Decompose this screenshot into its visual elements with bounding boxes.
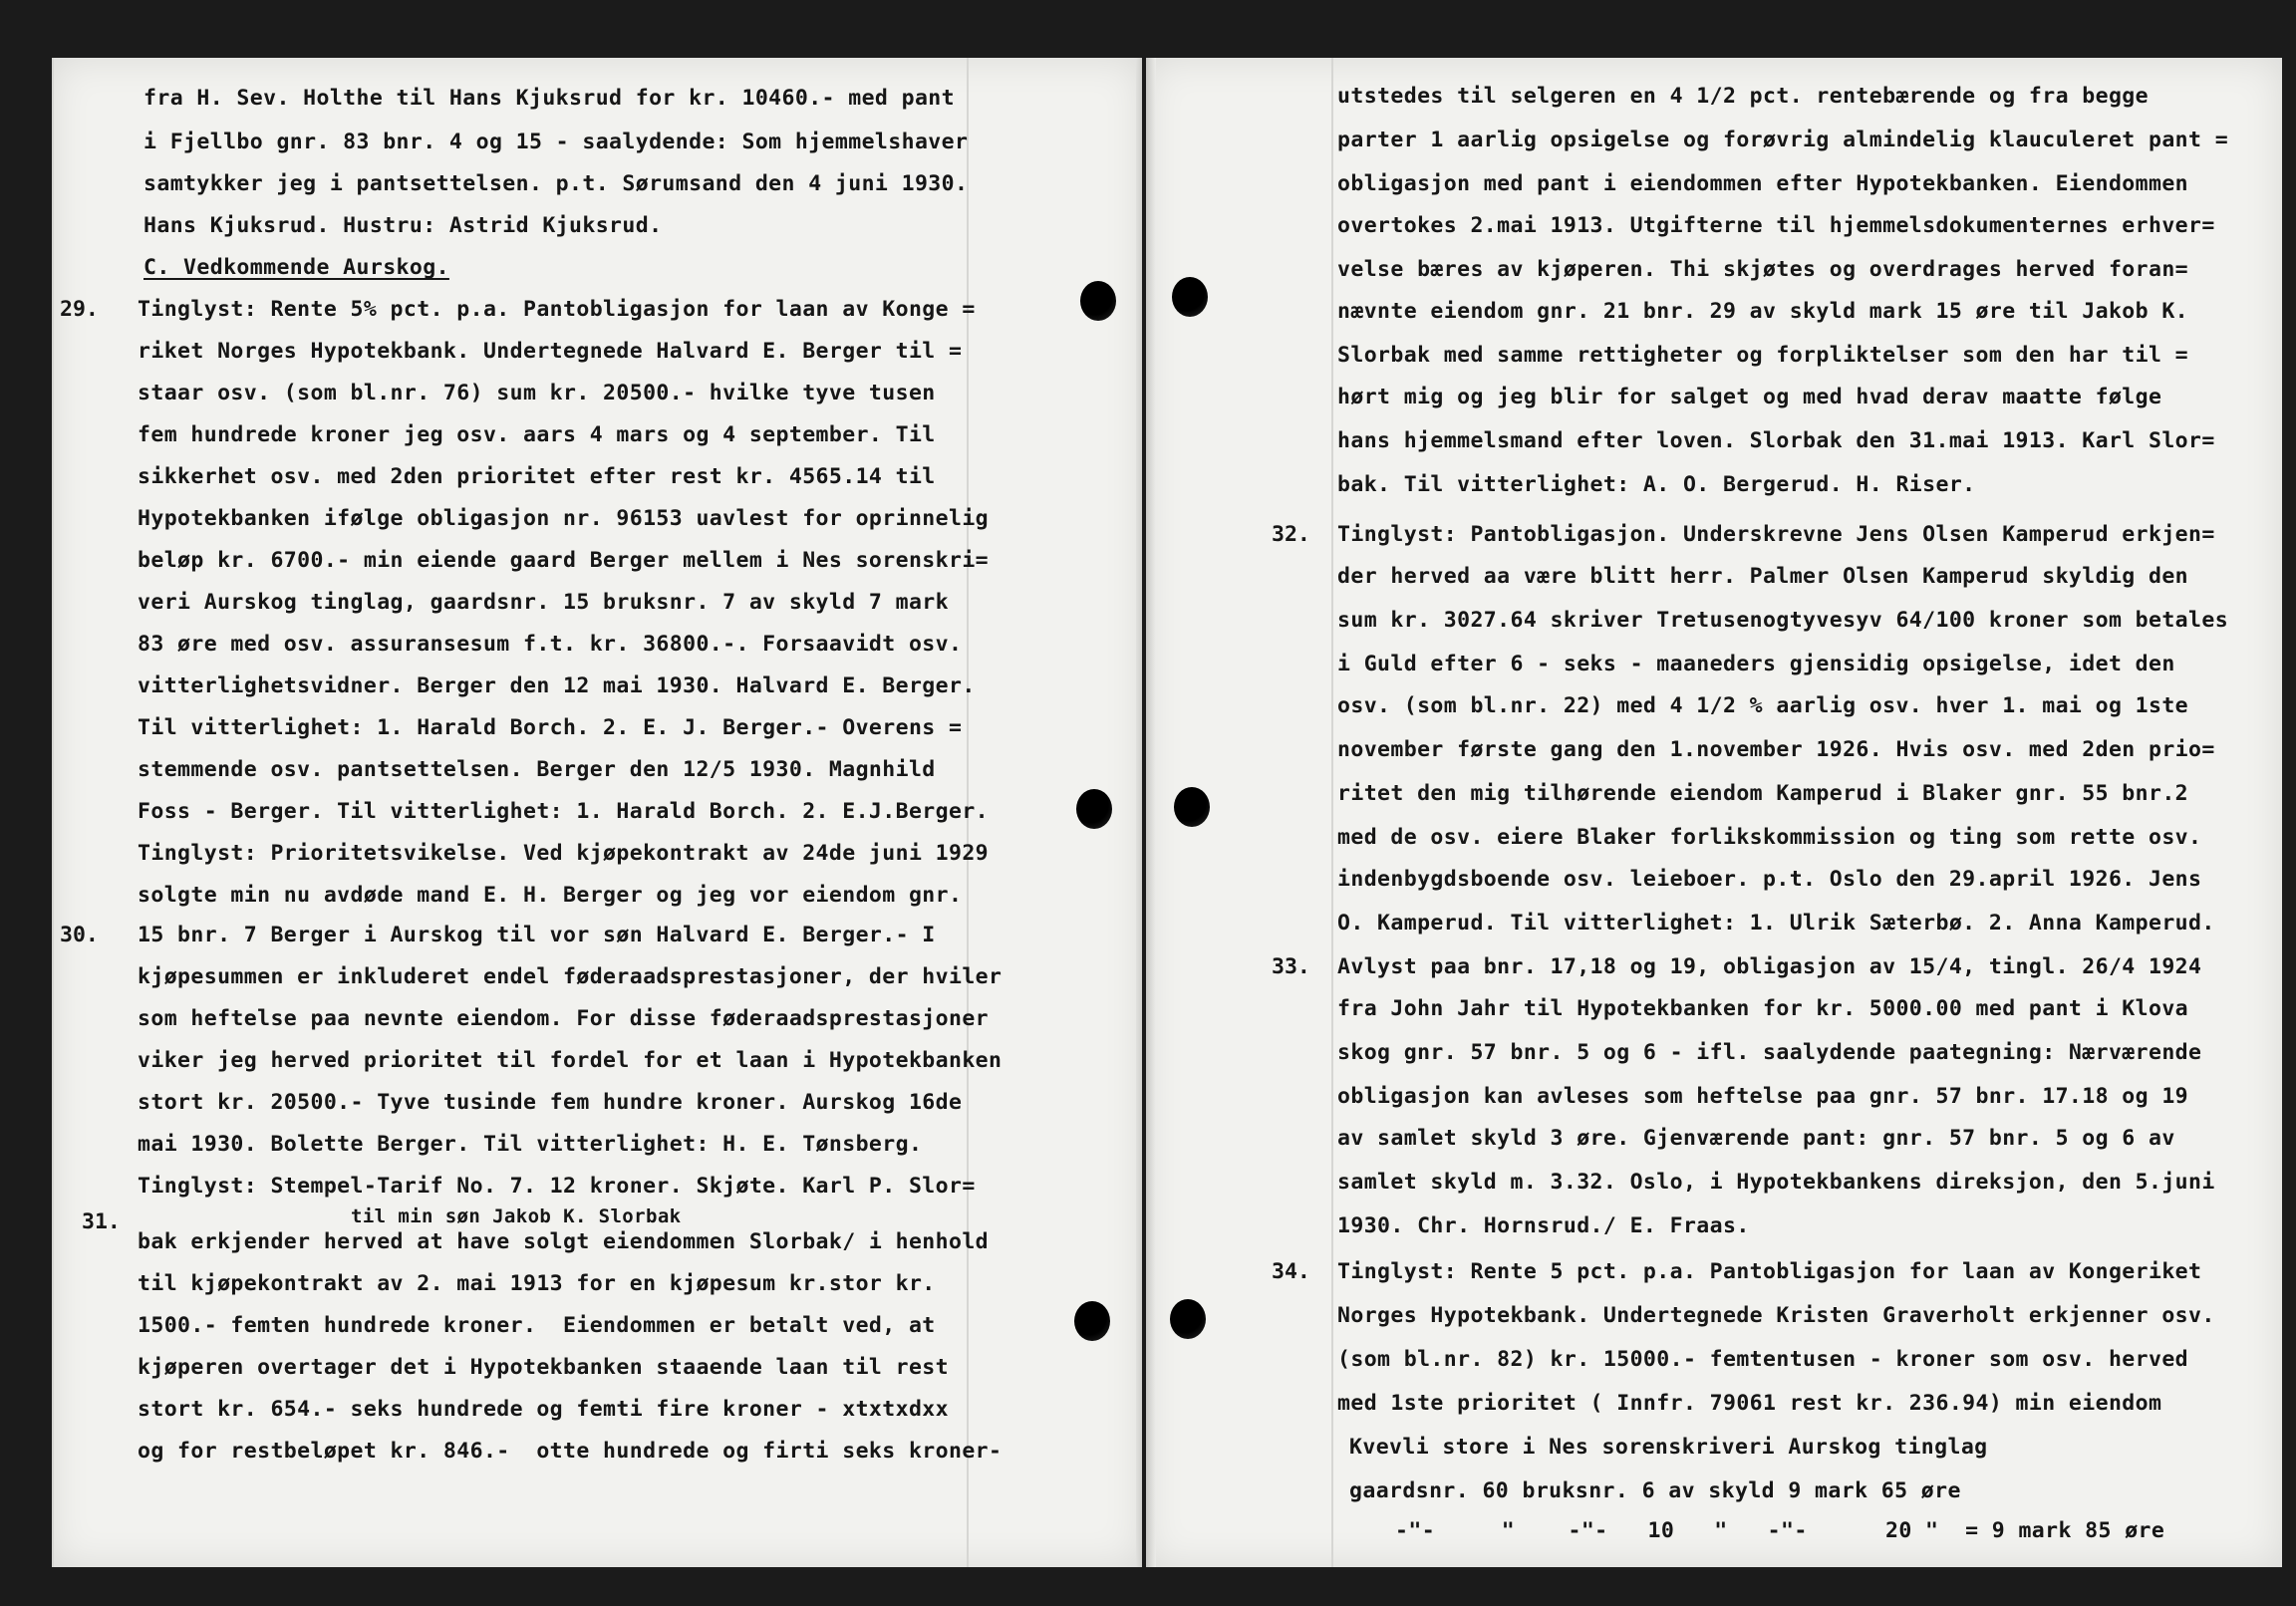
text-line: stort kr. 20500.- Tyve tusinde fem hundre kroner. Aurskog 16de [138, 1090, 963, 1115]
text-line: til kjøpekontrakt av 2. mai 1913 for en kjøpesum kr.stor kr. [138, 1271, 936, 1296]
text-line: kjøperen overtager det i Hypotekbanken staaende laan til rest [138, 1355, 949, 1380]
margin-rule [1331, 58, 1333, 1567]
text-line: Norges Hypotekbank. Undertegnede Kristen Graverholt erkjenner osv. [1337, 1303, 2215, 1328]
text-line: vitterlighetsvidner. Berger den 12 mai 1930. Halvard E. Berger. [138, 673, 976, 698]
punch-hole [1174, 787, 1210, 827]
text-line: sum kr. 3027.64 skriver Tretusenogtyvesyv 64/100 kroner som betales [1337, 608, 2229, 633]
text-line: Slorbak med samme rettigheter og forpliktelser som den har til = [1337, 343, 2189, 368]
text-line: fra H. Sev. Holthe til Hans Kjuksrud for kr. 10460.- med pant [144, 86, 955, 111]
entry-number: 34. [1272, 1259, 1310, 1284]
text-line: ritet den mig tilhørende eiendom Kamperud i Blaker gnr. 55 bnr.2 [1337, 781, 2189, 806]
text-line: kjøpesummen er inkluderet endel føderaadsprestasjoner, der hviler [138, 964, 1003, 989]
text-line: staar osv. (som bl.nr. 76) sum kr. 20500.- hvilke tyve tusen [138, 381, 936, 405]
punch-hole [1172, 277, 1208, 317]
text-line: Kvevli store i Nes sorenskriveri Aurskog tinglag [1349, 1435, 1988, 1460]
text-line: obligasjon med pant i eiendommen efter Hypotekbanken. Eiendommen [1337, 171, 2189, 196]
text-line: utstedes til selgeren en 4 1/2 pct. rentebærende og fra begge [1337, 84, 2149, 109]
text-line: Til vitterlighet: 1. Harald Borch. 2. E. J. Berger.- Overens = [138, 715, 963, 740]
text-line: Tinglyst: Prioritetsvikelse. Ved kjøpekontrakt av 24de juni 1929 [138, 841, 990, 866]
entry-number: 31. [82, 1209, 121, 1234]
text-line: stemmende osv. pantsettelsen. Berger den 12/5 1930. Magnhild [138, 757, 936, 782]
text-line: gaardsnr. 60 bruksnr. 6 av skyld 9 mark 65 øre [1349, 1478, 1961, 1503]
text-line: med 1ste prioritet ( Innfr. 79061 rest kr. 236.94) min eiendom [1337, 1391, 2162, 1416]
text-line: nævnte eiendom gnr. 21 bnr. 29 av skyld mark 15 øre til Jakob K. [1337, 299, 2189, 324]
text-line: fem hundrede kroner jeg osv. aars 4 mars og 4 september. Til [138, 422, 936, 447]
text-line: riket Norges Hypotekbank. Undertegnede Halvard E. Berger til = [138, 339, 963, 364]
text-line: sikkerhet osv. med 2den prioritet efter rest kr. 4565.14 til [138, 464, 936, 489]
text-line: samtykker jeg i pantsettelsen. p.t. Sørumsand den 4 juni 1930. [144, 171, 969, 196]
text-line: bak. Til vitterlighet: A. O. Bergerud. H. Riser. [1337, 472, 1976, 497]
text-line: Tinglyst: Stempel-Tarif No. 7. 12 kroner. Skjøte. Karl P. Slor= [138, 1174, 976, 1199]
text-line: Tinglyst: Rente 5 pct. p.a. Pantobligasjon for laan av Kongeriket [1337, 1259, 2202, 1284]
text-line: obligasjon kan avleses som heftelse paa gnr. 57 bnr. 17.18 og 19 [1337, 1084, 2189, 1109]
text-line: solgte min nu avdøde mand E. H. Berger og jeg vor eiendom gnr. [138, 883, 963, 908]
punch-hole [1170, 1299, 1206, 1339]
text-line: fra John Jahr til Hypotekbanken for kr. 5000.00 med pant i Klova [1337, 996, 2189, 1021]
right-page [1146, 58, 2282, 1567]
text-line: hans hjemmelsmand efter loven. Slorbak den 31.mai 1913. Karl Slor= [1337, 428, 2215, 453]
text-line: samlet skyld m. 3.32. Oslo, i Hypotekbankens direksjon, den 5.juni [1337, 1170, 2215, 1195]
entry-number: 32. [1272, 522, 1310, 547]
text-line: mai 1930. Bolette Berger. Til vitterlighet: H. E. Tønsberg. [138, 1132, 923, 1157]
text-line: 83 øre med osv. assuransesum f.t. kr. 36800.-. Forsaavidt osv. [138, 632, 963, 657]
text-line: O. Kamperud. Til vitterlighet: 1. Ulrik Sæterbø. 2. Anna Kamperud. [1337, 911, 2215, 936]
text-line: som heftelse paa nevnte eiendom. For disse føderaadsprestasjoner [138, 1006, 990, 1031]
text-line: (som bl.nr. 82) kr. 15000.- femtentusen - kroner som osv. herved [1337, 1347, 2189, 1372]
text-line: viker jeg herved prioritet til fordel for et laan i Hypotekbanken [138, 1048, 1003, 1073]
text-line: i Fjellbo gnr. 83 bnr. 4 og 15 - saalydende: Som hjemmelshaver [144, 130, 969, 154]
text-line: med de osv. eiere Blaker forlikskommission og ting som rette osv. [1337, 825, 2202, 850]
punch-hole [1074, 1301, 1110, 1341]
text-line: veri Aurskog tinglag, gaardsnr. 15 bruksnr. 7 av skyld 7 mark [138, 590, 949, 615]
text-line: 1930. Chr. Hornsrud./ E. Fraas. [1337, 1213, 1750, 1238]
text-line: Avlyst paa bnr. 17,18 og 19, obligasjon av 15/4, tingl. 26/4 1924 [1337, 954, 2202, 979]
text-line: -"- " -"- 10 " -"- [1395, 1518, 1808, 1543]
punch-hole [1080, 281, 1116, 321]
text-line: overtokes 2.mai 1913. Utgifterne til hjemmelsdokumenternes erhver= [1337, 213, 2215, 238]
text-line: velse bæres av kjøperen. Thi skjøtes og overdrages herved foran= [1337, 257, 2189, 282]
text-line: november første gang den 1.november 1926. Hvis osv. med 2den prio= [1337, 737, 2215, 762]
text-line: 15 bnr. 7 Berger i Aurskog til vor søn Halvard E. Berger.- I [138, 923, 936, 947]
text-line: i Guld efter 6 - seks - maaneders gjensidig opsigelse, idet den [1337, 652, 2175, 676]
text-line: og for restbeløpet kr. 846.- otte hundrede og firti seks kroner- [138, 1439, 1003, 1464]
text-line: bak erkjender herved at have solgt eiendommen Slorbak/ i henhold [138, 1229, 990, 1254]
text-line: indenbygdsboende osv. leieboer. p.t. Oslo den 29.april 1926. Jens [1337, 867, 2202, 892]
text-line: 1500.- femten hundrede kroner. Eiendommen er betalt ved, at [138, 1313, 936, 1338]
page-fold [1136, 58, 1142, 1567]
text-line: skog gnr. 57 bnr. 5 og 6 - ifl. saalydende paategning: Nærværende [1337, 1040, 2202, 1065]
entry-number: 29. [60, 297, 99, 322]
text-line: av samlet skyld 3 øre. Gjenværende pant: gnr. 57 bnr. 5 og 6 av [1337, 1126, 2175, 1151]
text-line: Hypotekbanken ifølge obligasjon nr. 96153 uavlest for oprinnelig [138, 506, 990, 531]
section-heading: C. Vedkommende Aurskog. [144, 255, 449, 280]
entry-number: 30. [60, 923, 99, 947]
punch-hole [1076, 789, 1112, 829]
text-line: stort kr. 654.- seks hundrede og femti fire kroner - xtxtxdxx [138, 1397, 949, 1422]
text-line: beløp kr. 6700.- min eiende gaard Berger mellem i Nes sorenskri= [138, 548, 990, 573]
interlinear-insertion: til min søn Jakob K. Slorbak [351, 1205, 682, 1227]
text-line: Hans Kjuksrud. Hustru: Astrid Kjuksrud. [144, 213, 663, 238]
text-line: Tinglyst: Pantobligasjon. Underskrevne Jens Olsen Kamperud erkjen= [1337, 522, 2215, 547]
page-edge-rule [52, 58, 54, 1567]
text-line: parter 1 aarlig opsigelse og forøvrig almindelig klauculeret pant = [1337, 128, 2229, 152]
text-line: Foss - Berger. Til vitterlighet: 1. Harald Borch. 2. E.J.Berger. [138, 799, 990, 824]
text-line: Tinglyst: Rente 5% pct. p.a. Pantobligasjon for laan av Konge = [138, 297, 976, 322]
left-page [52, 58, 1142, 1567]
entry-number: 33. [1272, 954, 1310, 979]
text-line: hørt mig og jeg blir for salget og med hvad derav maatte følge [1337, 385, 2162, 409]
text-line: der herved aa være blitt herr. Palmer Olsen Kamperud skyldig den [1337, 564, 2189, 589]
page-fold [1146, 58, 1156, 1567]
text-line: 20 " = 9 mark 85 øre [1885, 1518, 2165, 1543]
text-line: osv. (som bl.nr. 22) med 4 1/2 % aarlig osv. hver 1. mai og 1ste [1337, 693, 2189, 718]
